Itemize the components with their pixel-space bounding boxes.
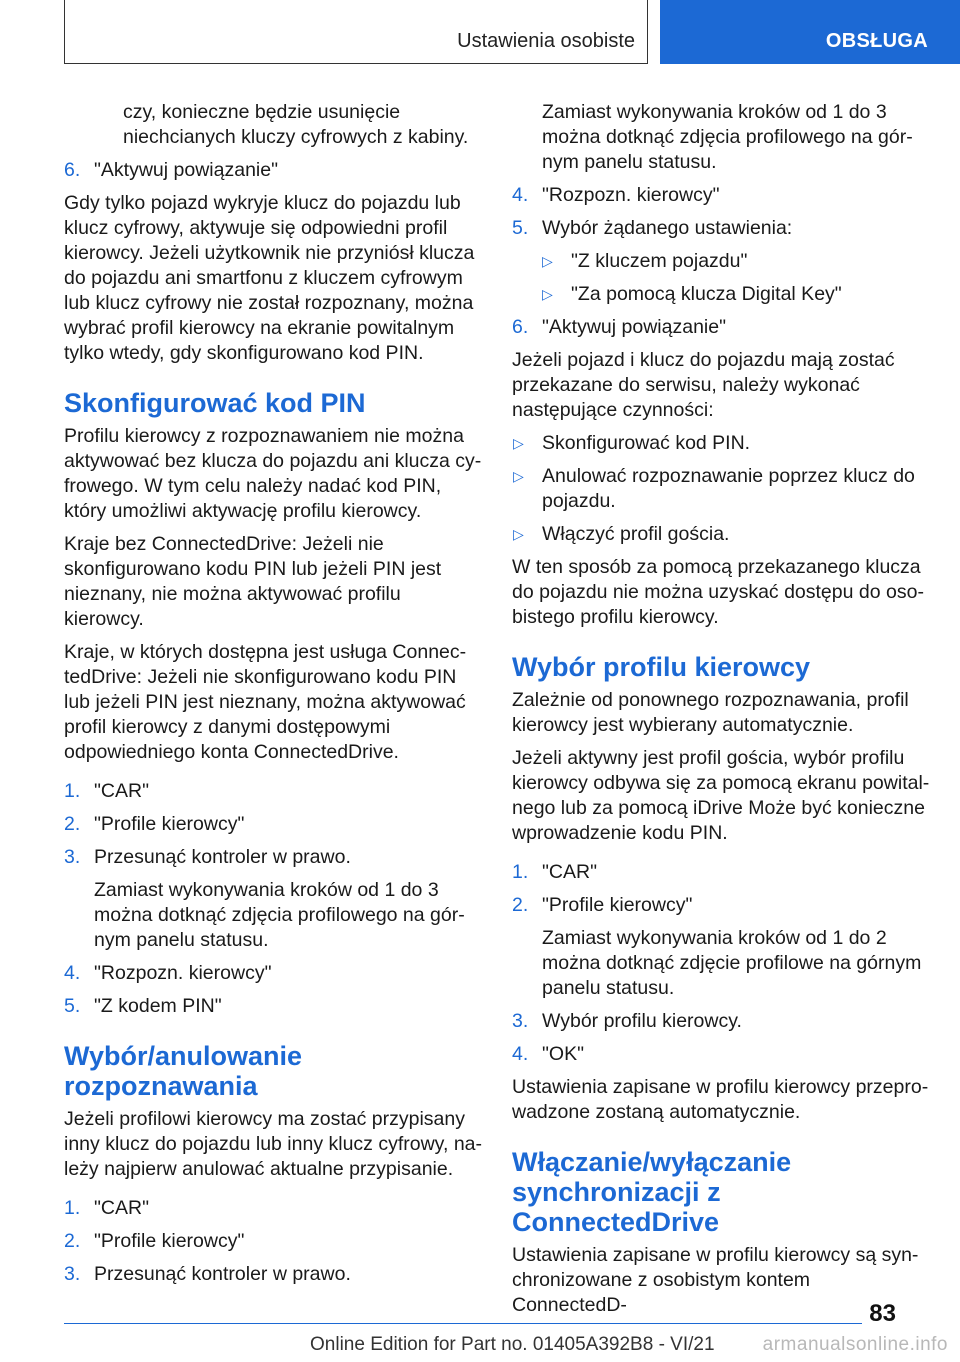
list-item: [64, 779, 482, 804]
step-number: 6.: [64, 159, 81, 181]
paragraph: Zależnie od ponownego rozpoznawania, profil kierowcy jest wybierany automatycznie.: [512, 689, 909, 736]
bullet-text: "Za pomocą klucza Digital Key": [571, 283, 842, 305]
step-note: Zamiast wykonywania kroków od 1 do 3 można dotknąć zdjęcia profilowego na górnym panelu statusu.: [94, 879, 465, 951]
list-item: [64, 158, 482, 183]
step-number: 3.: [64, 1263, 81, 1285]
step-text: "CAR": [94, 780, 150, 802]
step-text: "Profile kierowcy": [94, 1230, 245, 1252]
paragraph: Ustawienia zapisane w profilu kierowcy przeprowadzone zostaną automatycznie.: [512, 1076, 929, 1123]
list-item: [64, 1229, 482, 1254]
page-header: [64, 0, 960, 64]
paragraph: Profilu kierowcy z rozpoznawaniem nie można aktywować bez klucza do pojazdu ani klucza cyfrowego. W tym celu należy nadać kod PIN, który umożliwi aktywację profilu kierowcy.: [64, 425, 482, 522]
list-item: [512, 860, 930, 885]
step-note: Zamiast wykonywania kroków od 1 do 2 można dotknąć zdjęcie profilowe na górnym panelu statusu.: [542, 927, 922, 999]
step-number: 1.: [64, 780, 81, 802]
list-item: [64, 994, 482, 1019]
right-column: [512, 100, 930, 1326]
step-number: 2.: [64, 1230, 81, 1252]
step-number: 5.: [512, 217, 529, 239]
section-label: OBSŁUGA: [825, 30, 928, 52]
edition-note: Online Edition for Part no. 01405A392B8 - VI/21: [310, 1334, 715, 1355]
triangle-bullet-icon: ▷: [542, 286, 553, 302]
step-number: 3.: [64, 846, 81, 868]
left-column: [64, 100, 482, 1295]
paragraph: Jeżeli pojazd i klucz do pojazdu mają zostać przekazane do serwisu, należy wykonać następujące czynności:: [512, 349, 895, 421]
list-item: [64, 1262, 482, 1287]
paragraph: Gdy tylko pojazd wykryje klucz do pojazdu lub klucz cyfrowy, aktywuje się odpowiedni profil kierowcy. Jeżeli użytkownik nie przyniósł klucza do pojazdu ani smartfonu z kluczem cyfrowym lub klucz cyfrowy nie został rozpoznany, można wybrać profil kierowcy na ekranie powitalnym tylko wtedy, gdy skonfigurowano kod PIN.: [64, 192, 475, 364]
heading-sync: Włączanie/wyłączanie synchronizacji z ConnectedDrive: [512, 1147, 792, 1237]
list-item: [512, 216, 930, 241]
step-number: 4.: [64, 962, 81, 984]
heading-cancel: Wybór/anulowanie rozpoznawania: [64, 1041, 303, 1101]
step-text: "CAR": [542, 861, 598, 883]
step-text: Wybór żądanego ustawienia:: [542, 217, 793, 239]
section-tab: [660, 0, 960, 64]
triangle-bullet-icon: ▷: [513, 435, 524, 451]
list-item: [64, 1196, 482, 1221]
paragraph: W ten sposób za pomocą przekazanego klucza do pojazdu nie można uzyskać dostępu do osobistego profilu kierowcy.: [512, 556, 924, 628]
bullet-item: [512, 431, 930, 456]
list-item: [512, 183, 930, 208]
triangle-bullet-icon: ▷: [513, 468, 524, 484]
list-item: [64, 845, 482, 870]
paragraph: Kraje, w których dostępna jest usługa ConnectedDrive: Jeżeli nie skonfigurowano kodu PIN lub jeżeli PIN jest nieznany, można aktywować profil kierowcy z danymi dostępowymi odpowiedniego konta ConnectedDrive.: [64, 641, 467, 763]
paragraph: Jeżeli profilowi kierowcy ma zostać przypisany inny klucz do pojazdu lub inny klucz cyfrowy, należy najpierw anulować aktualne przypisanie.: [64, 1108, 483, 1180]
chapter-title-box: [64, 0, 648, 64]
sub-bullet: [512, 249, 930, 274]
bullet-item: [512, 464, 930, 514]
step-number: 6.: [512, 316, 529, 338]
bullet-item: [512, 522, 930, 547]
footer-divider: [64, 1323, 862, 1324]
step-text: "Profile kierowcy": [94, 813, 245, 835]
step-number: 2.: [64, 813, 81, 835]
heading-pin: Skonfigurować kod PIN: [64, 388, 366, 418]
step-number: 5.: [64, 995, 81, 1017]
sub-bullet: [512, 282, 930, 307]
list-item: [512, 1009, 930, 1034]
paragraph: Jeżeli aktywny jest profil gościa, wybór profilu kierowcy odbywa się za pomocą ekranu powitalnego lub za pomocą iDrive Może być konieczne wprowadzenie kodu PIN.: [512, 747, 930, 844]
step-text: "Z kodem PIN": [94, 995, 222, 1017]
list-item: [64, 961, 482, 986]
step-number: 2.: [512, 894, 529, 916]
triangle-bullet-icon: ▷: [513, 526, 524, 542]
step-text: "CAR": [94, 1197, 150, 1219]
bullet-text: Skonfigurować kod PIN.: [542, 432, 751, 454]
paragraph: Ustawienia zapisane w profilu kierowcy są synchronizowane z osobistym kontem ConnectedD-: [512, 1244, 919, 1316]
list-item: [512, 1042, 930, 1067]
heading-select-profile: Wybór profilu kierowcy: [512, 652, 811, 682]
step-text: "Rozpozn. kierowcy": [94, 962, 272, 984]
step-text: "Aktywuj powiązanie": [94, 159, 279, 181]
step-number: 1.: [64, 1197, 81, 1219]
step-number: 3.: [512, 1010, 529, 1032]
paragraph: Kraje bez ConnectedDrive: Jeżeli nie skonfigurowano kodu PIN lub jeżeli PIN jest nieznany, nie można aktywować profilu kierowcy.: [64, 533, 442, 630]
step-number: 4.: [512, 184, 529, 206]
watermark: armanualsonline.info: [762, 1334, 948, 1355]
step-text: "Rozpozn. kierowcy": [542, 184, 720, 206]
step-number: 1.: [512, 861, 529, 883]
step-text: Przesunąć kontroler w prawo.: [94, 1263, 351, 1285]
page-number: 83: [869, 1300, 896, 1327]
step-text: Przesunąć kontroler w prawo.: [94, 846, 351, 868]
triangle-bullet-icon: ▷: [542, 253, 553, 269]
list-item: [64, 812, 482, 837]
bullet-text: Anulować rozpoznawanie poprzez klucz do pojazdu.: [542, 465, 915, 512]
bullet-text: Włączyć profil gościa.: [542, 523, 730, 545]
step-note: Zamiast wykonywania kroków od 1 do 3 można dotknąć zdjęcia profilowego na górnym panelu statusu.: [542, 101, 913, 173]
chapter-title: Ustawienia osobiste: [457, 30, 635, 52]
list-item: [512, 315, 930, 340]
continued-text: czy, konieczne będzie usunięcie niechcianych kluczy cyfrowych z kabiny.: [123, 101, 469, 148]
list-item: [512, 893, 930, 918]
bullet-text: "Z kluczem pojazdu": [571, 250, 748, 272]
step-text: Wybór profilu kierowcy.: [542, 1010, 742, 1032]
step-number: 4.: [512, 1043, 529, 1065]
step-text: "OK": [542, 1043, 585, 1065]
step-text: "Profile kierowcy": [542, 894, 693, 916]
step-text: "Aktywuj powiązanie": [542, 316, 727, 338]
